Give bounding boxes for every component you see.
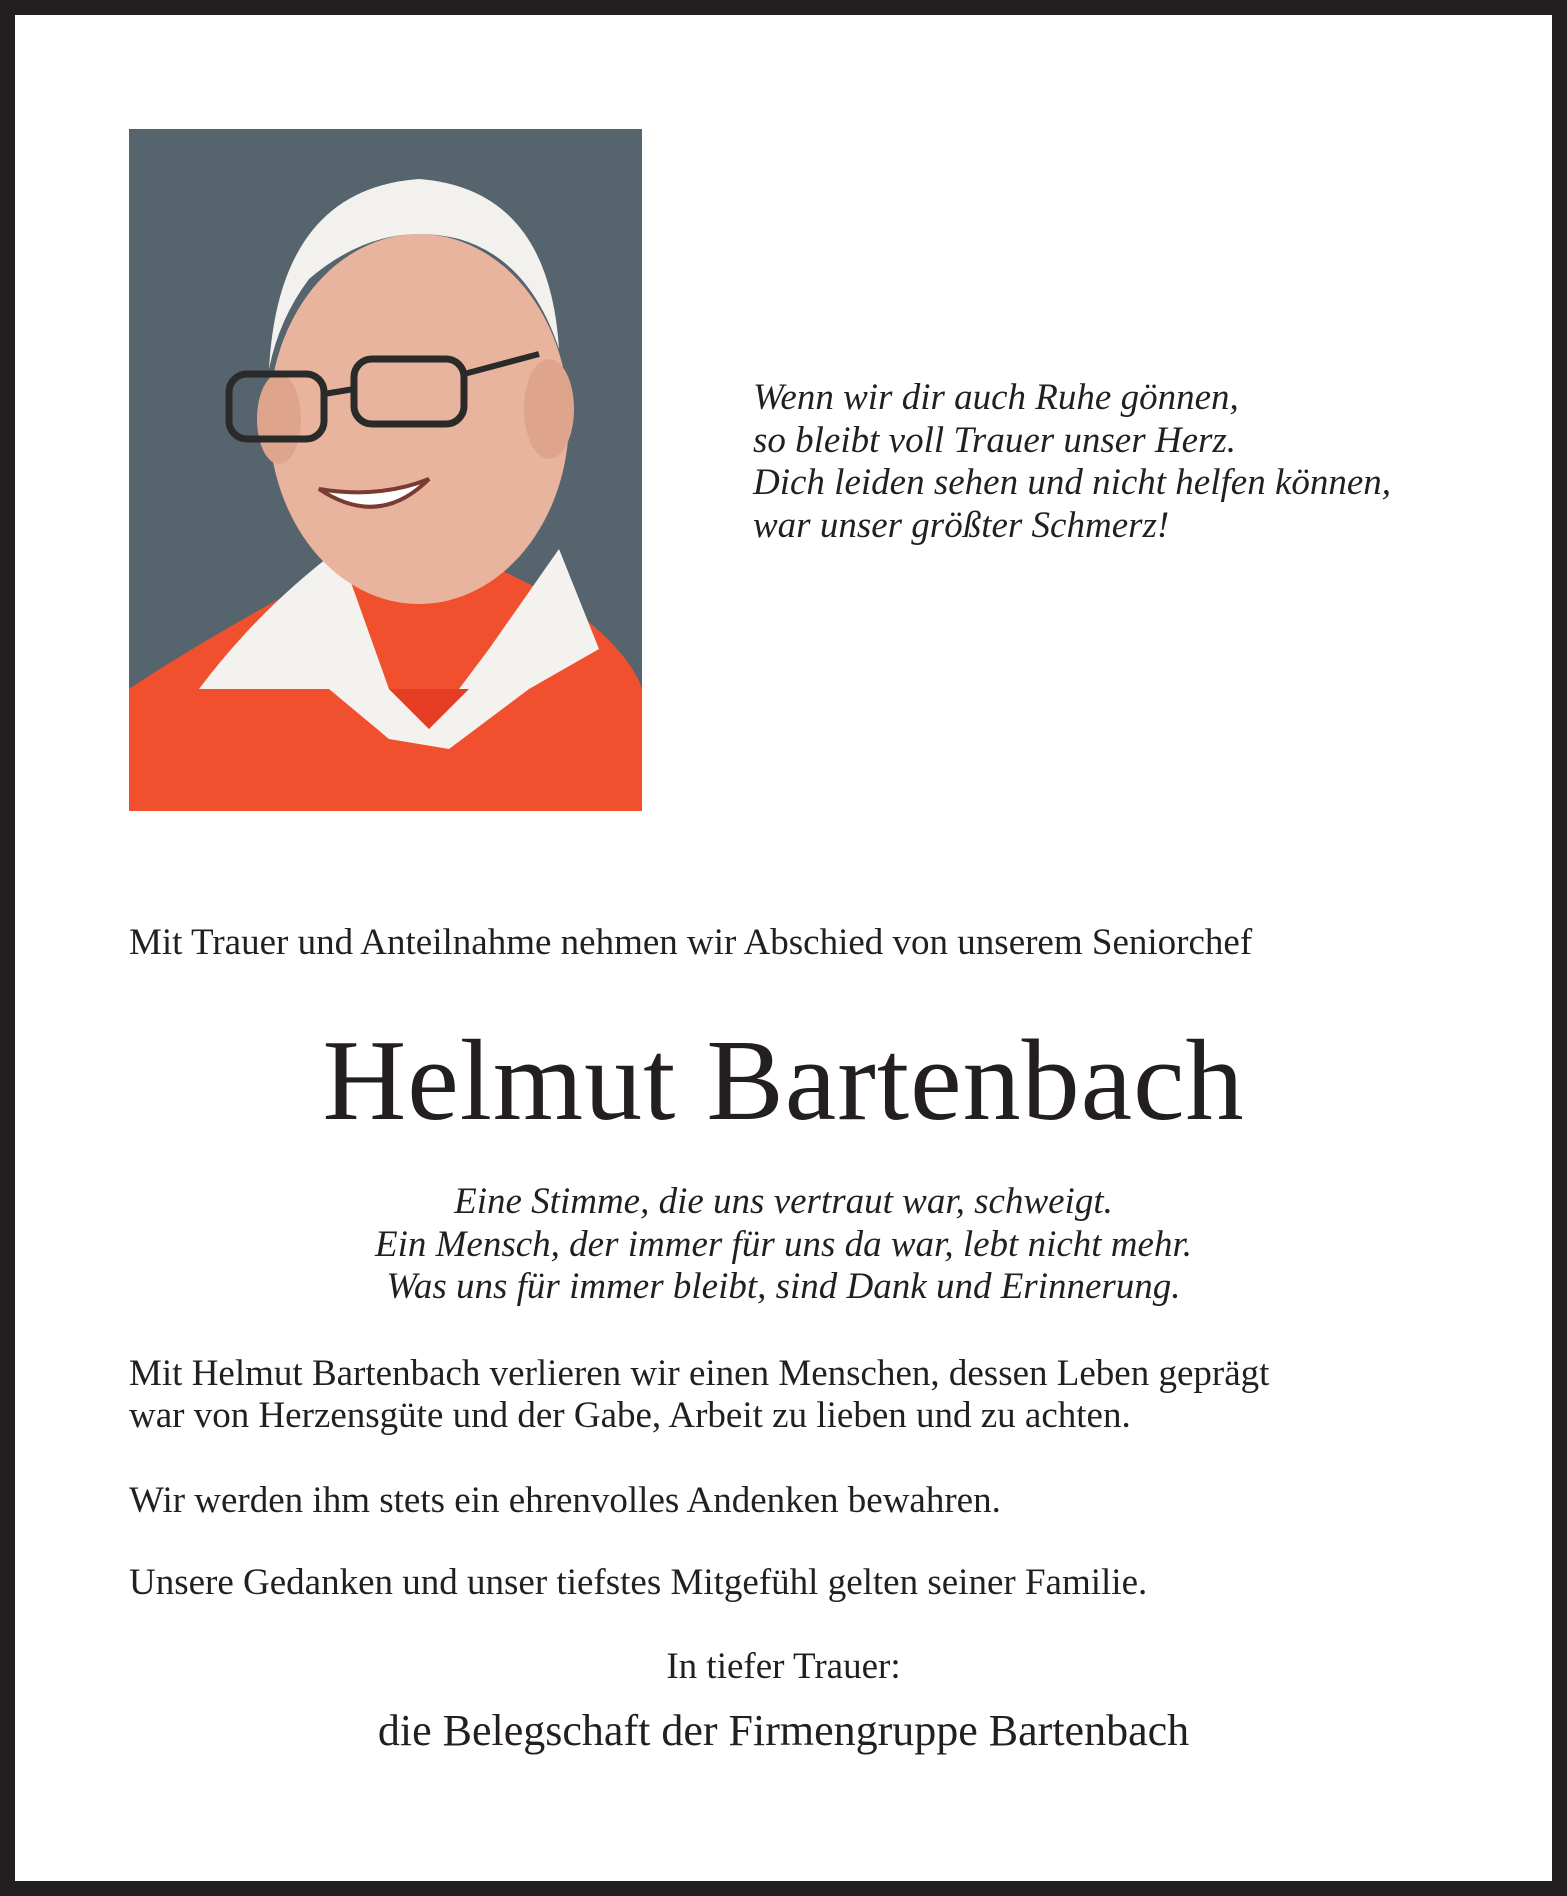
poem	[753, 377, 1391, 547]
deceased-name: Helmut Bartenbach	[322, 1017, 1245, 1145]
paragraph-line: war von Herzensgüte und der Gabe, Arbeit zu lieben und zu achten.	[129, 1395, 1131, 1436]
portrait-photo	[129, 129, 642, 811]
poem-line: war unser größter Schmerz!	[753, 504, 1170, 546]
verse-line: Ein Mensch, der immer für uns da war, lebt nicht mehr.	[374, 1223, 1193, 1265]
paragraph-memory: Wir werden ihm stets ein ehrenvolles Andenken bewahren.	[129, 1480, 1001, 1521]
verse-line: Was uns für immer bleibt, sind Dank und Erinnerung.	[386, 1266, 1181, 1307]
closing-text: In tiefer Trauer:	[666, 1646, 901, 1687]
poem-line: so bleibt voll Trauer unser Herz.	[753, 419, 1237, 461]
intro-text: Mit Trauer und Anteilnahme nehmen wir Abschied von unserem Seniorchef	[129, 922, 1253, 963]
verse	[15, 1181, 1552, 1309]
obituary-page	[15, 15, 1552, 1881]
paragraph-line: Mit Helmut Bartenbach verlieren wir einen Menschen, dessen Leben geprägt	[129, 1353, 1270, 1394]
poem-line: Wenn wir dir auch Ruhe gönnen,	[753, 377, 1239, 418]
signature: die Belegschaft der Firmengruppe Bartenbach	[377, 1706, 1190, 1755]
paragraph-tribute	[129, 1353, 1269, 1437]
verse-line: Eine Stimme, die uns vertraut war, schweigt.	[454, 1181, 1113, 1222]
paragraph-condolence: Unsere Gedanken und unser tiefstes Mitgefühl gelten seiner Familie.	[129, 1562, 1148, 1603]
poem-line: Dich leiden sehen und nicht helfen können,	[753, 462, 1392, 503]
